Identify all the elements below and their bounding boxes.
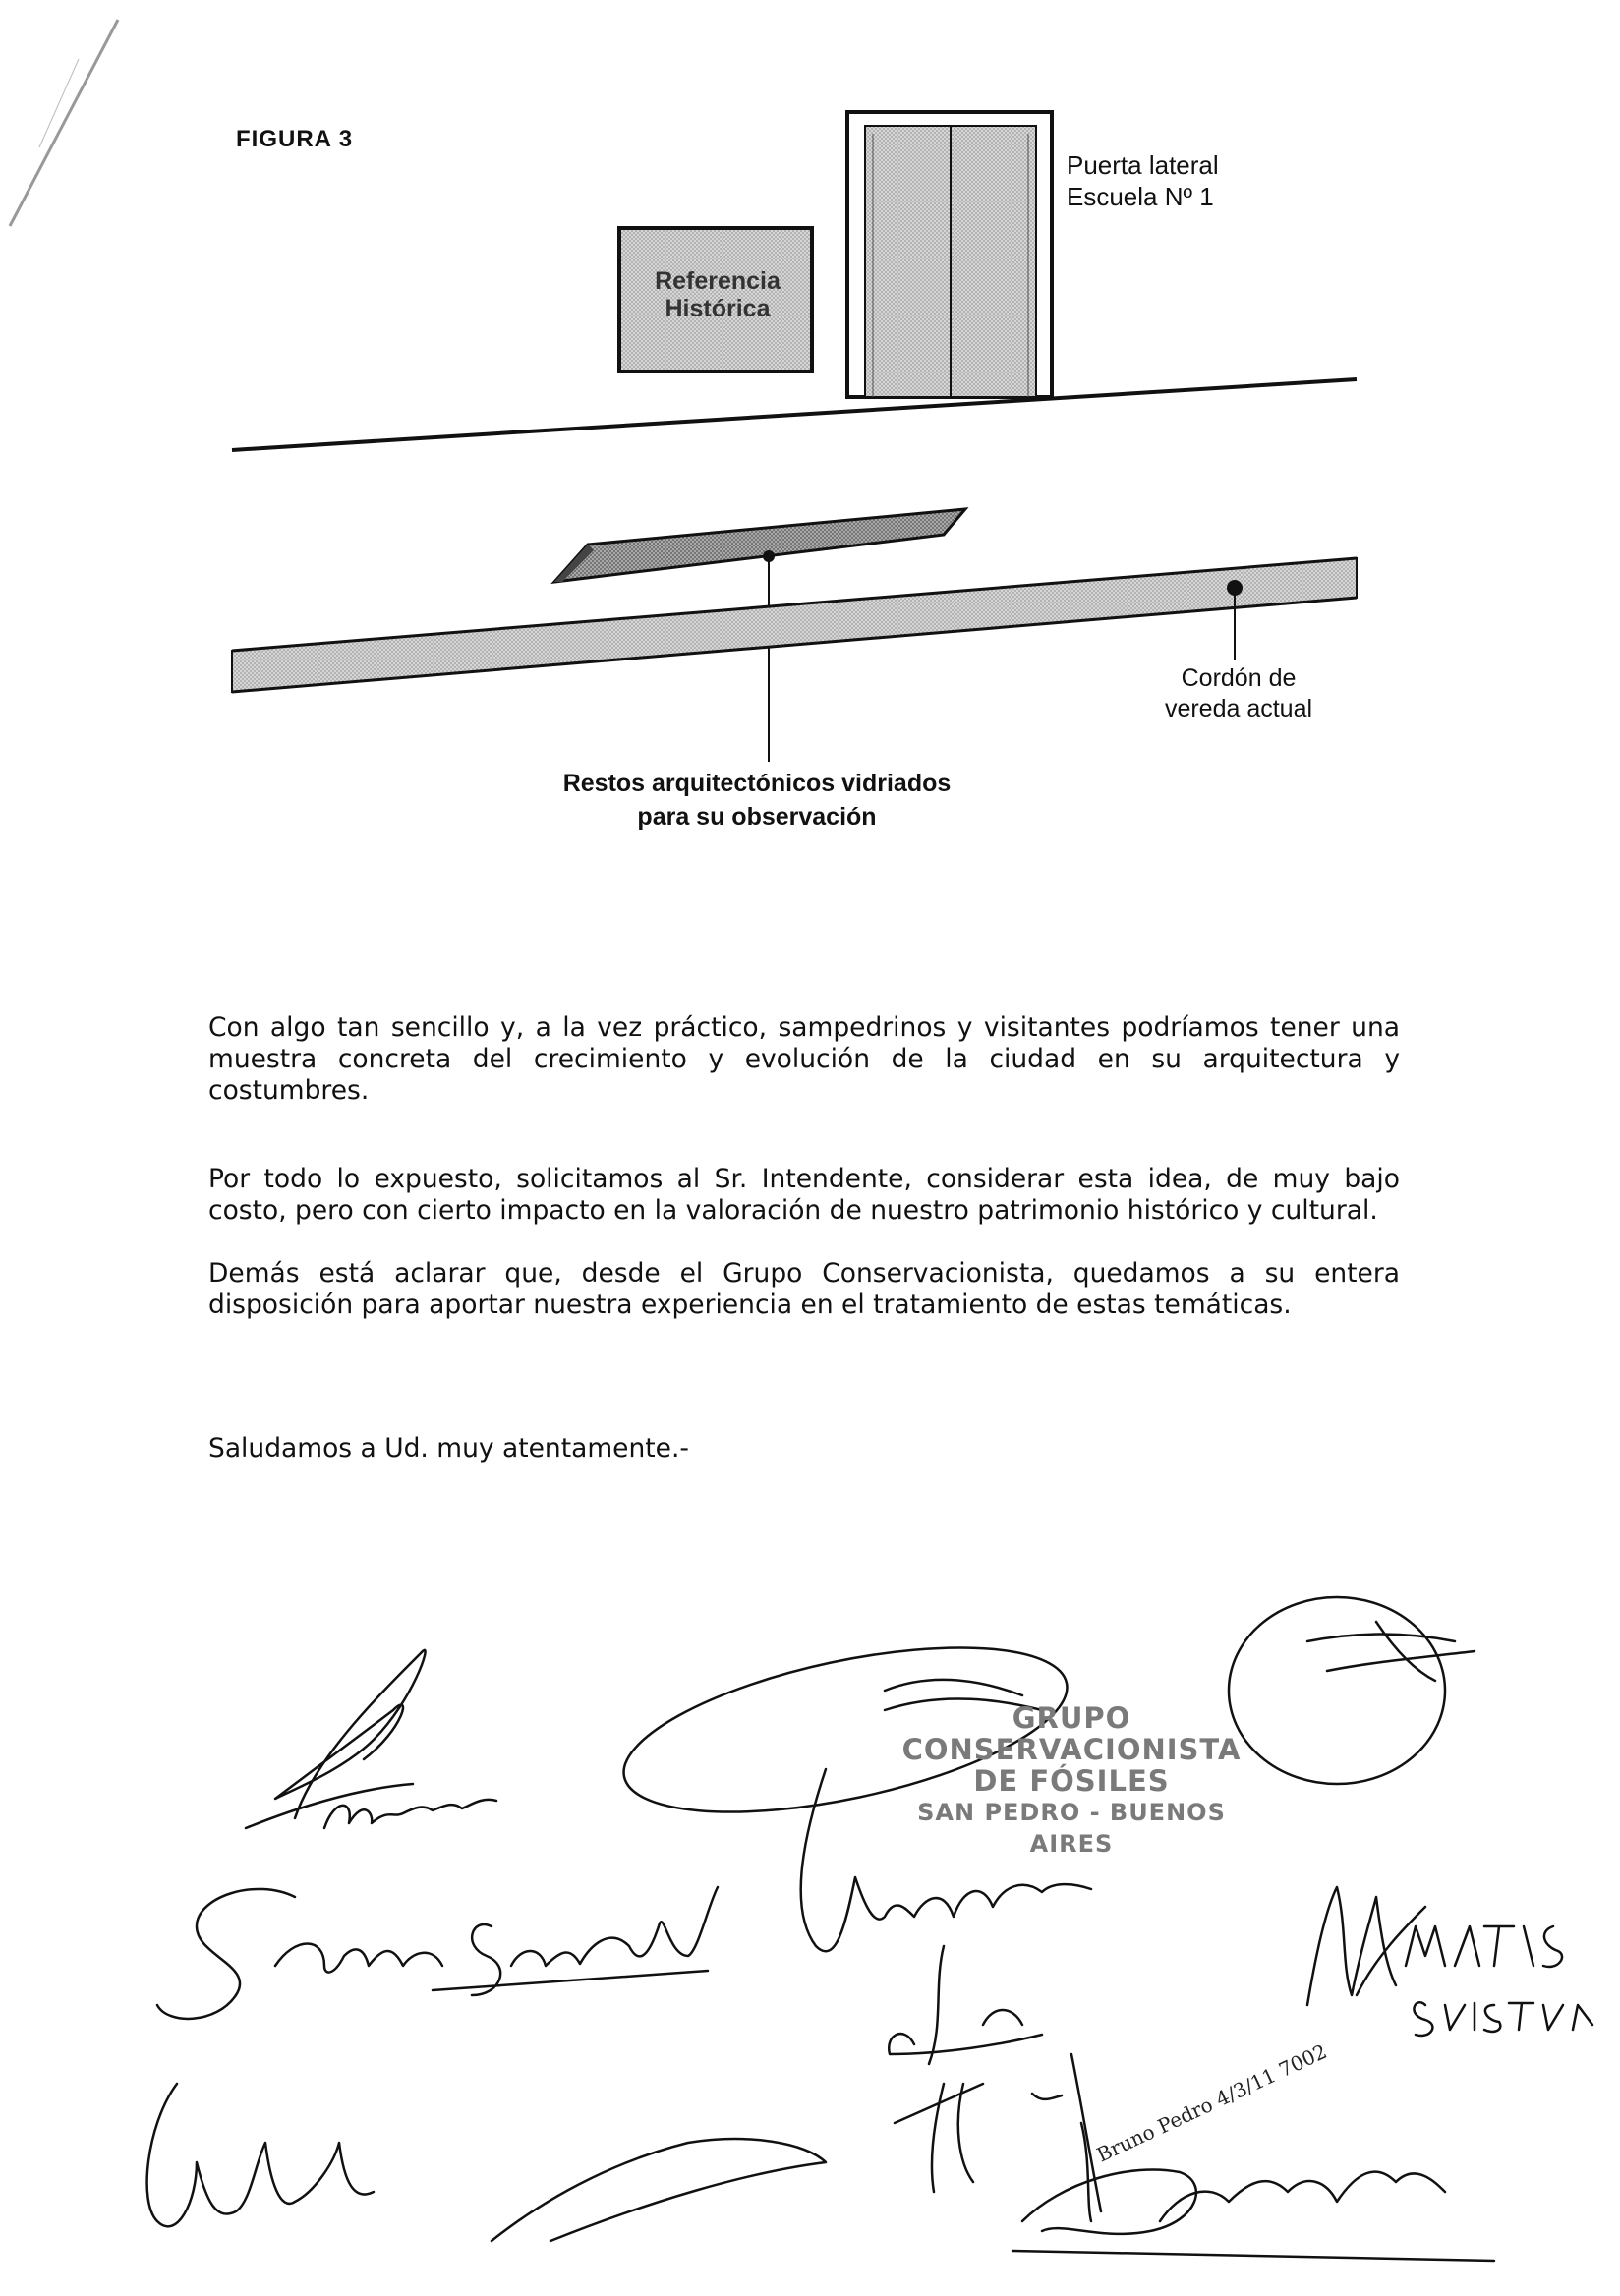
signature-4	[1229, 1597, 1445, 1784]
signature-1	[246, 1650, 426, 1828]
signature-8	[895, 2084, 1062, 2192]
scan-mark	[10, 20, 118, 226]
sign-label: Referencia Histórica	[655, 267, 781, 322]
signature-2	[157, 1887, 718, 2019]
paragraph-2: Por todo lo expuesto, solicitamos al Sr. Intendente, considerar esta idea, de muy bajo costo, pero con cierto impacto en la valoración de nuestro patrimonio histórico y cultural.	[208, 1164, 1400, 1226]
figure-title: FIGURA 3	[236, 126, 354, 152]
organization-stamp: GRUPO CONSERVACIONISTA DE FÓSILES SAN PEDRO - BUENOS AIRES	[901, 1701, 1242, 1858]
door-label: Puerta lateral Escuela Nº 1	[1067, 150, 1219, 211]
signature-5	[1307, 1887, 1425, 2005]
side-door	[847, 112, 1052, 397]
signature-text-date: Bruno Pedro 4/3/11 7002	[1092, 2038, 1331, 2167]
signature-6	[147, 2084, 374, 2226]
curb-label: Cordón de vereda actual	[1164, 664, 1313, 722]
signatures-area	[0, 1533, 1620, 2296]
closing-line: Saludamos a Ud. muy atentamente.-	[208, 1433, 689, 1464]
remains-label: Restos arquitectónicos vidriados para su observación	[562, 770, 952, 831]
facade-line	[232, 379, 1357, 450]
paragraph-3: Demás está aclarar que, desde el Grupo Conservacionista, quedamos a su entera disposición para aportar nuestra experiencia en el tratamiento de estas temáticas.	[208, 1258, 1400, 1320]
signature-7	[492, 2139, 826, 2241]
paragraph-1: Con algo tan sencillo y, a la vez práctico, sampedrinos y visitantes podríamos tener una muestra concreta del crecimiento y evolución de la ciudad en su arquitectura y costumbres.	[208, 1012, 1400, 1106]
